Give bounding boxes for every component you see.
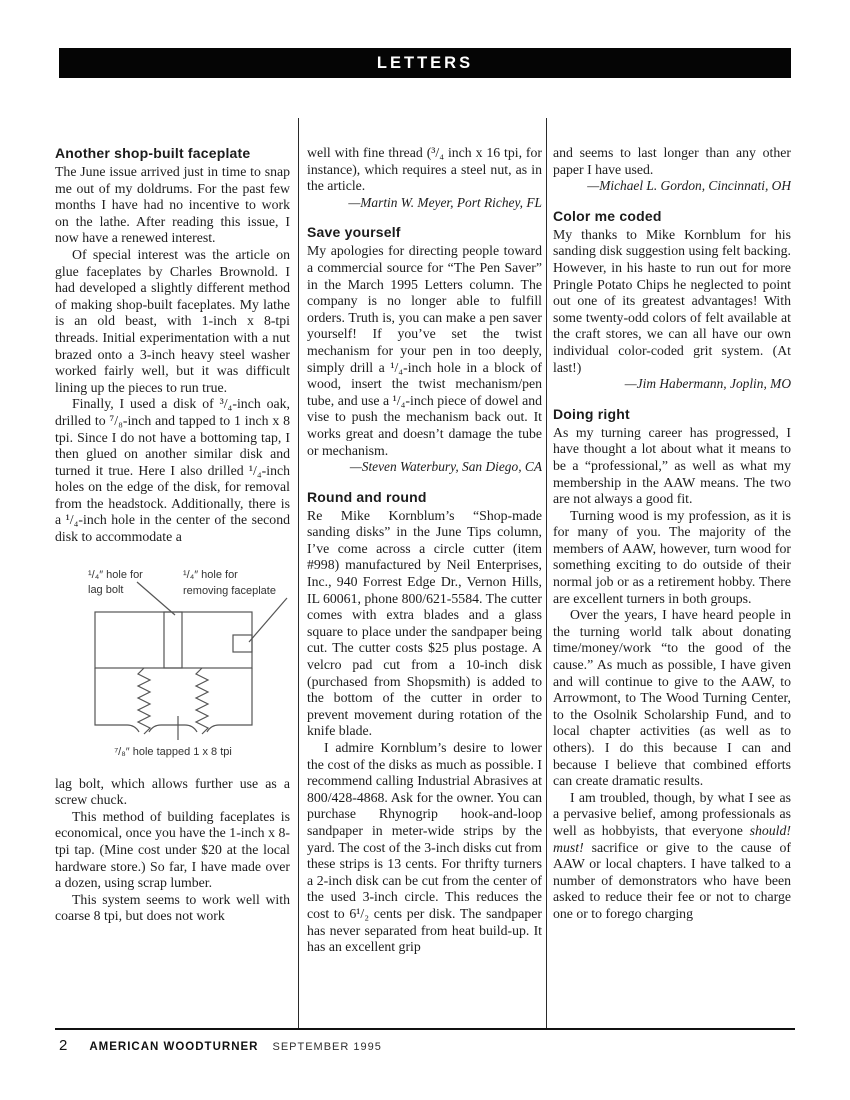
letter1-para1: The June issue arrived just in time to snap me out of my doldrums. For the past few months I have had no incentive to work on the lathe. After reading this issue, I now have a renewed interest. [55, 164, 290, 246]
letter2-signature: —Steven Waterbury, San Diego, CA [349, 459, 542, 475]
column-1 [55, 118, 290, 1028]
letter3-title: Round and round [307, 488, 427, 505]
letter2-title: Save yourself [307, 224, 401, 241]
column-3 [553, 118, 791, 1028]
leader-line-lag-bolt [137, 582, 175, 615]
letter5-para3: Over the years, I have heard people in the turning world talk about donating time/money/work “to the good of the cause.” As much as possible, I have given and will continue to give to the AAW, to Arrowmont, to The Wood Turning Center, to the Osolnik Scholarship Fund, and to local chapter activities (as well as to others). I do this because I can and because I believe that combined efforts can create dramatic results. [553, 607, 791, 789]
label-tapped-hole: ⁷/₈″ hole tapped 1 x 8 tpi [114, 745, 232, 758]
label-removal-hole-line2: removing faceplate [183, 584, 276, 597]
letter1-para4: lag bolt, which allows further use as a screw chuck. [55, 775, 290, 808]
letter1-para2: Of special interest was the article on glue faceplates by Charles Brownold. I had developed a slightly different method of making shop-built faceplates. My lathe is an old beast, with 1-inch x 8-tpi threads. Initial experimentation with a nut brazed onto a 3-inch heavy steel washer worked fairly well, but it was difficult lining up the pieces to run true. [55, 246, 290, 395]
section-header-bar [59, 48, 791, 78]
letter5-para1: As my turning career has progressed, I have thought a lot about what it means to be a “professional,” as well as what my membership in the AAW means. The two are not always a good fit. [553, 424, 791, 507]
footer [55, 1037, 795, 1054]
letter1-signature: —Martin W. Meyer, Port Richey, FL [348, 194, 542, 210]
letter3-signature: —Michael L. Gordon, Cincinnati, OH [587, 178, 791, 194]
issue-date: SEPTEMBER 1995 [272, 1041, 382, 1053]
bottom-disk-right-edge [207, 668, 252, 732]
faceplate-diagram-svg [55, 558, 290, 758]
letter4-title: Color me coded [553, 207, 662, 224]
section-title: LETTERS [376, 53, 474, 72]
letter5-para4-text-start: I am troubled, though, by what I see as a pervasive belief, among professionals as well as hobbyists, that everyone [553, 789, 791, 838]
letter4-para1: My thanks to Mike Kornblum for his sanding disk suggestion using felt backing. However, in his haste to run out for more Pringle Potato Chips he neglected to point out one of its greatest advantages! With some twenty-odd colors of felt available at the craft stores, we can all have our own individual color-coded grit system. (At last!) [553, 226, 791, 375]
letter1-para5: This method of building faceplates is economical, once you have the 1-inch x 8-tpi tap. (Mine cost under $20 at the local hardware store.) So far, I have made over a dozen, using scrap lumber. [55, 808, 290, 891]
letters-columns [55, 118, 796, 1028]
letter3-para1: Re Mike Kornblum’s “Shop-made sanding disks” in the June Tips column, I’ve come across a circle cutter (item #998) manufactured by Neil Enterprises, Inc., 940 Forrest Edge Dr., Vernon Hills, IL 60061, phone 800/621-5584. The cutter comes with extra blades and a glass square to place under the sandpaper being cut. The cutter costs $25 plus postage. A velcro pad cut from a 10-inch disk (purchased from Shopsmith) is added to the bottom of the cutter in order to prevent movement during rotation of the knife blade. [307, 507, 542, 739]
letter5-para4 [553, 790, 791, 923]
removal-hole-notch [233, 635, 252, 652]
footer-rule [55, 1028, 795, 1030]
column-divider-1 [298, 118, 299, 1028]
column-divider-2 [546, 118, 547, 1028]
thread-zigzag-right [196, 668, 208, 734]
letter3-continuation: and seems to last longer than any other paper I have used. [553, 145, 791, 177]
letter3-para2: I admire Kornblum’s desire to lower the cost of the disks as much as possible. I recommend calling Industrial Abrasives at 800/428-4868. Ask for the owner. You can purchase Rhynogrip hook-and-loop sandpaper in meter-wide strips by the yard. The cost of the 3-inch disks cut from these strips is 13 cents. For thrifty turners a 2-inch disk can be cut from the center of the used 3-inch circle. This reduces the cost to 6¹/₂ cents per disk. The sandpaper has never separated from heat build-up. It has an excellent grip [307, 740, 542, 955]
leader-line-removal-hole [249, 598, 287, 642]
letter1-continuation: well with fine thread (³/₄ inch x 16 tpi, for instance), which requires a steel nut, as in the article. [307, 145, 542, 194]
letter1-para3: Finally, I used a disk of ³/₄-inch oak, drilled to ⁷/₈-inch and tapped to 1 inch x 8 tpi. Since I do not have a bottoming tap, I then glued on another similar disk and turned it true. Here I also drilled ¹/₄-inch holes on the edge of the disk, for removal from the headstock. Additionally, there is a ¹/₄-inch hole in the center of the second disk to accommodate a [55, 396, 290, 545]
letter5-title: Doing right [553, 405, 630, 422]
bottom-disk-middle-edge [149, 725, 197, 732]
label-lag-hole-line2: lag bolt [88, 583, 124, 596]
letter5-para4-emphasis: should! must! [553, 822, 791, 855]
bottom-disk-left-edge [95, 668, 139, 732]
magazine-name: AMERICAN WOODTURNER [89, 1041, 259, 1053]
top-disk-outline [95, 612, 252, 668]
letter4-signature: —Jim Habermann, Joplin, MO [624, 376, 791, 392]
page-number: 2 [59, 1037, 68, 1054]
letter1-title: Another shop-built faceplate [55, 145, 251, 161]
faceplate-diagram [55, 558, 290, 763]
letter5-para2: Turning wood is my profession, as it is for many of you. The majority of the members of AAW, however, turn wood for something exciting to do outside of their normal job or as a retirement hobby. There are excellent turners in both groups. [553, 507, 791, 606]
letter1-para6: This system seems to work well with coarse 8 tpi, but does not work [55, 891, 290, 924]
label-removal-hole-line1: ¹/₄″ hole for [183, 568, 238, 581]
column-2 [307, 118, 542, 1028]
lag-bolt-channel [164, 612, 182, 668]
letter2-para1: My apologies for directing people toward a commercial source for “The Pen Saver” in the March 1995 Letters column. The company is no longer able to fulfill orders. Truth is, you can make a pen saver yourself! If you’ve set the twist mechanism for your pen in too deeply, simply drill a ¹/₄-inch hole in a block of wood, insert the twist mechanism/pen tube, and use a ¹/₄-inch piece of dowel and vise to push the mechanism back out. It works great and doesn’t damage the tube or mechanism. [307, 243, 542, 458]
label-lag-hole-line1: ¹/₄″ hole for [88, 568, 143, 581]
letter5-para4-text-end: sacrifice or give to the cause of AAW or local chapters. I have talked to a number of demonstrators who have been asked to reduce their fee or not to charge one or to forego charging [553, 839, 791, 921]
thread-zigzag-left [138, 668, 150, 734]
